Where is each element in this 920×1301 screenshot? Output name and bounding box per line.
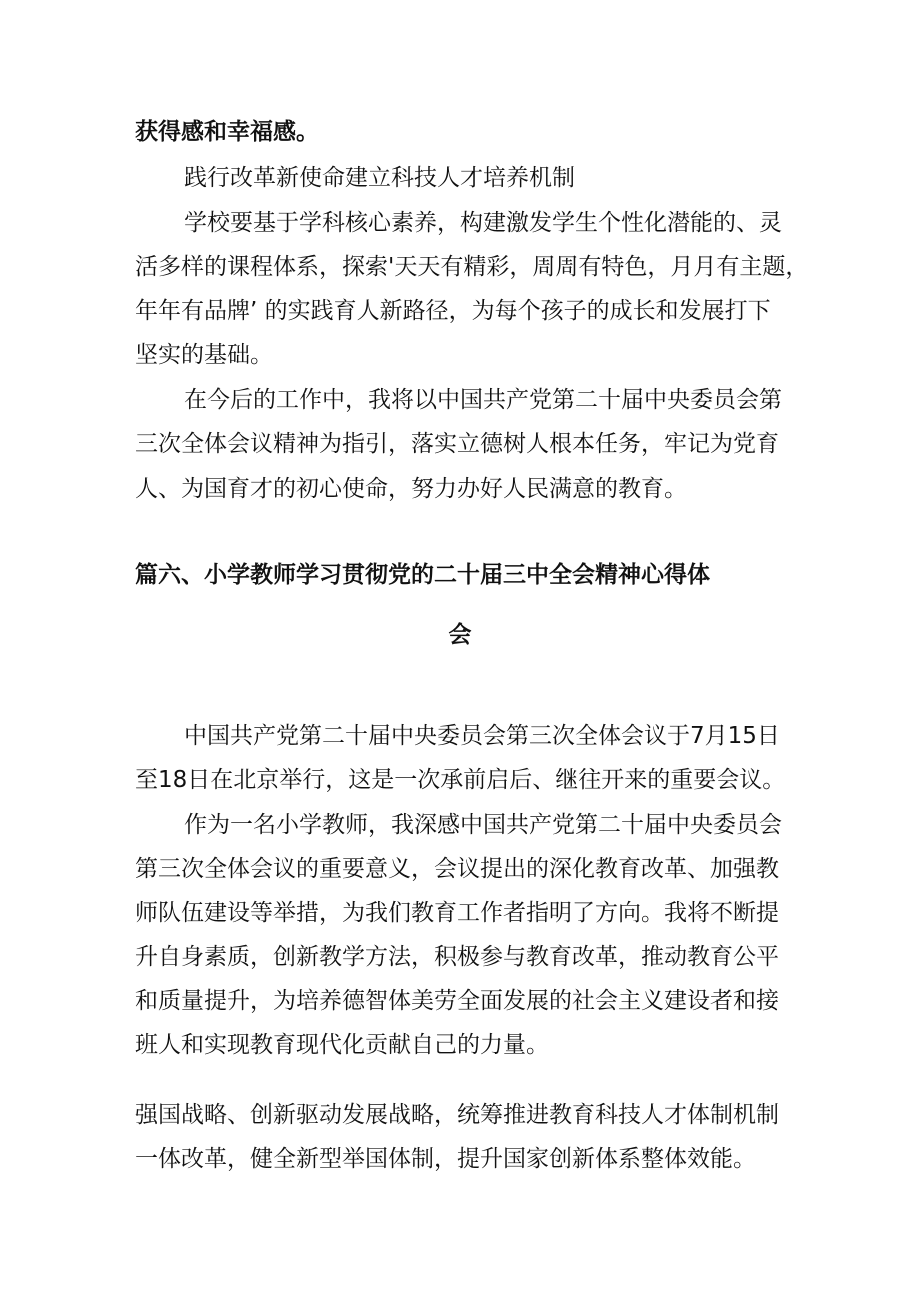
paragraph-line: 班人和实现教育现代化贡献自己的力量。 — [135, 1032, 549, 1058]
paragraph-line: 在今后的工作中，我将以中国共产党第二十届中央委员会第 — [184, 387, 782, 413]
paragraph-line: 活多样的课程体系，探索'天天有精彩，周周有特色，月月有主题， — [135, 254, 809, 280]
paragraph-line: 三次全体会议精神为指引，落实立德树人根本任务，牢记为党育 — [135, 431, 779, 457]
paragraph-line: 坚实的基础。 — [135, 342, 273, 368]
paragraph-line: 和质量提升，为培养德智体美劳全面发展的社会主义建设者和接 — [135, 988, 779, 1014]
closing-line: 获得感和幸福感。 — [135, 119, 319, 145]
paragraph-line: 第三次全体会议的重要意义，会议提出的深化教育改革、加强教 — [135, 856, 779, 882]
section-title: 篇六、小学教师学习贯彻党的二十届三中全会精神心得体 — [135, 562, 710, 588]
paragraph-line: 强国战略、创新驱动发展战略，统筹推进教育科技人才体制机制 — [135, 1102, 779, 1128]
paragraph-line: 人、为国育才的初心使命，努力办好人民满意的教育。 — [135, 476, 687, 502]
paragraph-line: 师队伍建设等举措，为我们教育工作者指明了方向。我将不断提 — [135, 900, 779, 926]
paragraph-line: 作为一名小学教师，我深感中国共产党第二十届中央委员会 — [184, 812, 782, 838]
paragraph-line: 升自身素质，创新教学方法，积极参与教育改革，推动教育公平 — [135, 944, 779, 970]
paragraph-line: 至18日在北京举行，这是一次承前启后、继往开来的重要会议。 — [135, 767, 786, 793]
paragraph-line: 一体改革，健全新型举国体制，提升国家创新体系整体效能。 — [135, 1146, 756, 1172]
paragraph-line: 中国共产党第二十届中央委员会第三次全体会议于7月15日 — [184, 723, 780, 749]
paragraph-line: 学校要基于学科核心素养，构建激发学生个性化潜能的、灵 — [184, 210, 782, 236]
paragraph-line: 年年有品牌’ 的实践育人新路径，为每个孩子的成长和发展打下 — [135, 298, 771, 324]
section-title-continued: 会 — [448, 622, 472, 648]
subheading: 践行改革新使命建立科技人才培养机制 — [184, 165, 575, 191]
